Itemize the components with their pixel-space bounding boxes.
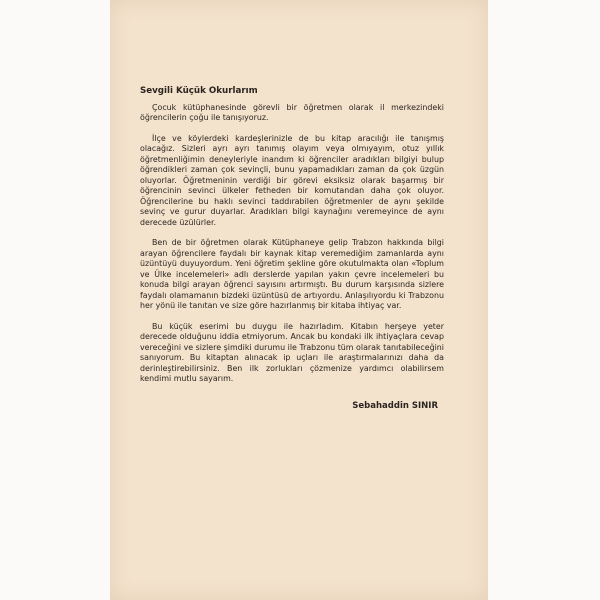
paragraph-3: Ben de bir öğretmen olarak Kütüphaneye gelip Trabzon hakkında bilgi arayan öğrencilere faydalı bir kaynak kitap veremediğim zamanlarda aynı üzüntüyü duyuyordum. Yeni öğretim şekline göre okutulmakta olan «Toplum ve Ülke incelemeleri» adlı derslerde yapılan yakın çevre incelemeleri bu konuda bilgi arayan öğrenci sayısını artırmıştı. Bu durum karşısında sizlere faydalı olamamanın bizdeki üzüntüsü de artıyordu. Anlaşılıyordu ki Trabzonu her yönü ile tanıtan ve size göre hazırlanmış bir kitaba ihtiyaç var.: [140, 238, 444, 310]
paragraph-2: İlçe ve köylerdeki kardeşlerinizle de bu kitap aracılığı ile tanışmış olacağız. Sizleri ayrı ayrı tanımış olayım veya olmıyayım, otuz yıllık öğretmenliğimin deneyleriyle inandım ki öğrenciler aradıkları bilgiyi bulup öğrendikleri zaman çok sevinçli, bunu yapamadıkları zaman da çok üzgün oluyorlar. Öğretmeninin verdiği bir görevi eksiksiz olarak başarmış bir öğrencinin sevinci ülkeler fetheden bir komutandan daha çok oluyor. Öğrencilerine bu haklı sevinci taddırabilen öğretmenler de aynı şekilde sevinç ve gurur duyarlar. Aradıkları bilgi kaynağını veremeyince de aynı derecede üzülürler.: [140, 133, 444, 227]
paragraph-4: Bu küçük eserimi bu duygu ile hazırladım. Kitabın herşeye yeter derecede olduğunu iddia etmiyorum. Ancak bu kondaki ilk ihtiyaçlara cevap vereceğini ve sizlere şimdiki durumu ile Trabzonu tüm olarak tanıtabileceğini sanıyorum. Bu kitaptan alınacak ip uçları ile araştırmalarınızı daha da derinleştirebilirsiniz. Ben ilk zorlukları çözmenize yardımcı olabilirsem kendimi mutlu sayarım.: [140, 321, 444, 383]
paragraph-1: Çocuk kütüphanesinde görevli bir öğretmen olarak il merkezindeki öğrencilerin çoğu ile tanışıyoruz.: [140, 102, 444, 122]
author-signature: Sebahaddin SINIR: [352, 400, 438, 411]
book-page: [110, 0, 488, 600]
letter-body: [140, 86, 444, 411]
greeting-heading: Sevgili Küçük Okurlarım: [140, 86, 258, 96]
